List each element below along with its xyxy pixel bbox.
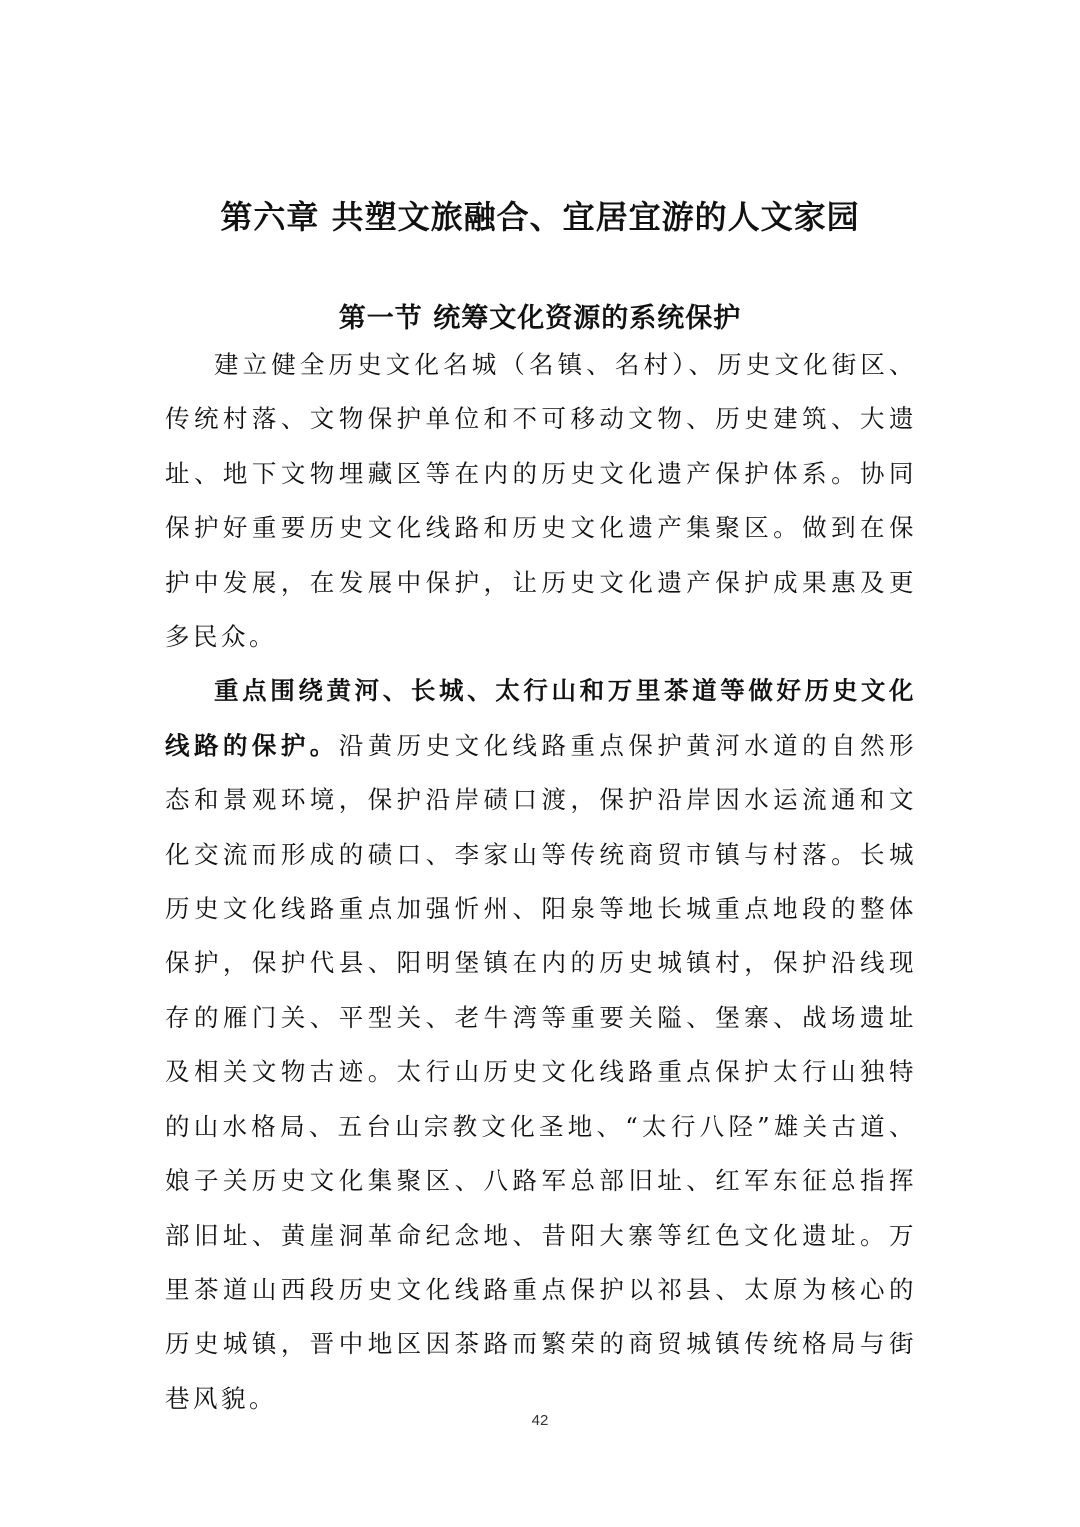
paragraph-text: 沿黄历史文化线路重点保护黄河水道的自然形态和景观环境，保护沿岸碛口渡，保护沿岸因水运流通和文化交流而形成的碛口、李家山等传统商贸市镇与村落。长城历史文化线路重点加强忻州、阳泉等地长城重点地段的整体保护，保护代县、阳明堡镇在内的历史城镇村，保护沿线现存的雁门关、平型关、老牛湾等重要关隘、堡寨、战场遗址及相关文物古迹。太行山历史文化线路重点保护太行山独特的山水格局、五台山宗教文化圣地、“太行八陉”雄关古道、娘子关历史文化集聚区、八路军总部旧址、红军东征总指挥部旧址、黄崖洞革命纪念地、昔阳大寨等红色文化遗址。万里茶道山西段历史文化线路重点保护以祁县、太原为核心的历史城镇，晋中地区因茶路而繁荣的商贸城镇传统格局与街巷风貌。 (165, 730, 918, 1413)
paragraph-heritage-system (165, 338, 917, 664)
paragraph-lead-bold: 重点围绕黄河、长城、太行山和万里茶道等做好历史文化线路的保护。 (165, 676, 917, 760)
body-text (165, 338, 917, 1426)
section-title: 第一节 统筹文化资源的系统保护 (338, 303, 742, 335)
paragraph-text: 建立健全历史文化名城（名镇、名村）、历史文化街区、传统村落、文物保护单位和不可移动文物、历史建筑、大遗址、地下文物埋藏区等在内的历史文化遗产保护体系。协同保护好重要历史文化线路和历史文化遗产集聚区。做到在保护中发展，在发展中保护，让历史文化遗产保护成果惠及更多民众。 (165, 350, 917, 652)
page-number: 42 (531, 1412, 549, 1429)
paragraph-cultural-routes (165, 664, 917, 1426)
chapter-title: 第六章 共塑文旅融合、宜居宜游的人文家园 (220, 198, 860, 237)
